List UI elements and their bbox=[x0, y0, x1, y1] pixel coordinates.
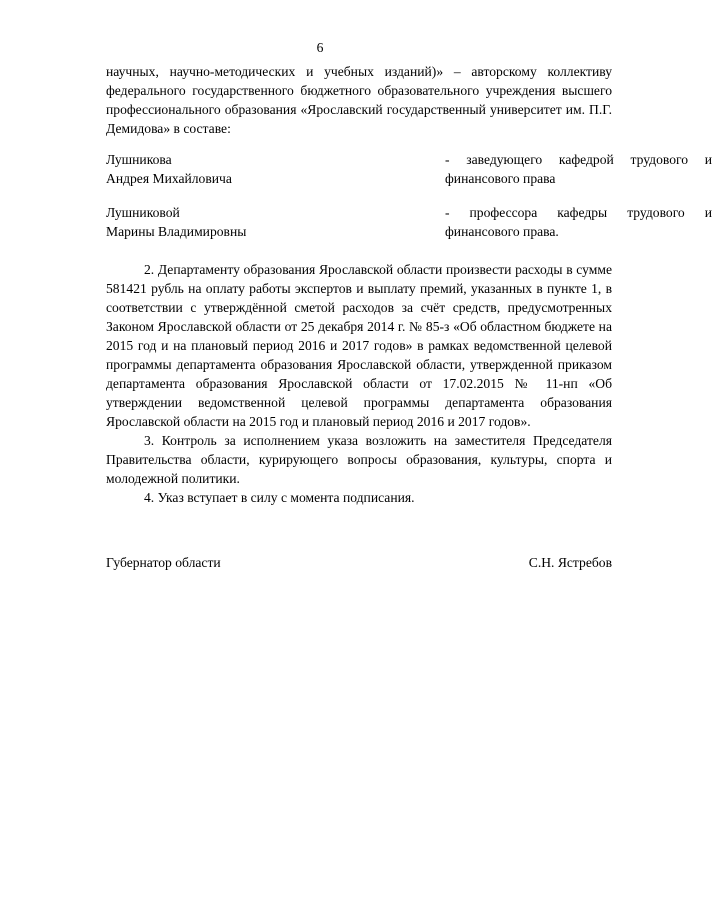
paragraph-4: 4. Указ вступает в силу с момента подписания. bbox=[144, 490, 415, 505]
member-surname: Лушниковой bbox=[106, 205, 180, 220]
member-role: - заведующего кафедрой трудового и финансового права bbox=[445, 152, 712, 186]
intro-paragraph: научных, научно-методических и учебных изданий)» – авторскому коллективу федерального государственного бюджетного образовательного учреждения высшего профессионального образования «Ярославский государственный университет им. П.Г. Демидова» в составе: bbox=[106, 64, 612, 136]
member-role: - профессора кафедры трудового и финансового права. bbox=[445, 205, 712, 239]
member-name bbox=[106, 203, 326, 241]
committee-member-2 bbox=[106, 203, 712, 243]
paragraph-2: 2. Департаменту образования Ярославской области произвести расходы в сумме 581421 рубль на оплату работы экспертов и выплату премий, указанных в пункте 1, в соответствии с утверждённой сметой расходов за счёт средств, предусмотренных Законом Ярославской области от 25 декабря 2014 г. № 85-з «Об областном бюджете на 2015 год и на плановый период 2016 и 2017 годов» в рамках ведомственной целевой программы департамента образования Ярославской области, утвержденной приказом департамента образования Ярославской области от 17.02.2015 № 11-нп «Об утверждении ведомственной целевой программы департамента образования Ярославской области на 2015 год и плановый период 2016 и 2017 годов». bbox=[106, 262, 612, 429]
signatory-name: С.Н. Ястребов bbox=[528, 555, 612, 570]
decree-body bbox=[106, 260, 612, 507]
signatory-title: Губернатор области bbox=[106, 555, 221, 570]
member-name bbox=[106, 150, 326, 188]
paragraph-3: 3. Контроль за исполнением указа возложить на заместителя Председателя Правительства области, курирующего вопросы образования, культуры, спорта и молодежной политики. bbox=[106, 433, 612, 486]
committee-member-1 bbox=[106, 150, 712, 190]
member-surname: Лушникова bbox=[106, 152, 172, 167]
member-given-names: Марины Владимировны bbox=[106, 224, 247, 239]
signature-block bbox=[106, 553, 612, 573]
page-number: 6 bbox=[316, 40, 324, 55]
member-given-names: Андрея Михайловича bbox=[106, 171, 232, 186]
